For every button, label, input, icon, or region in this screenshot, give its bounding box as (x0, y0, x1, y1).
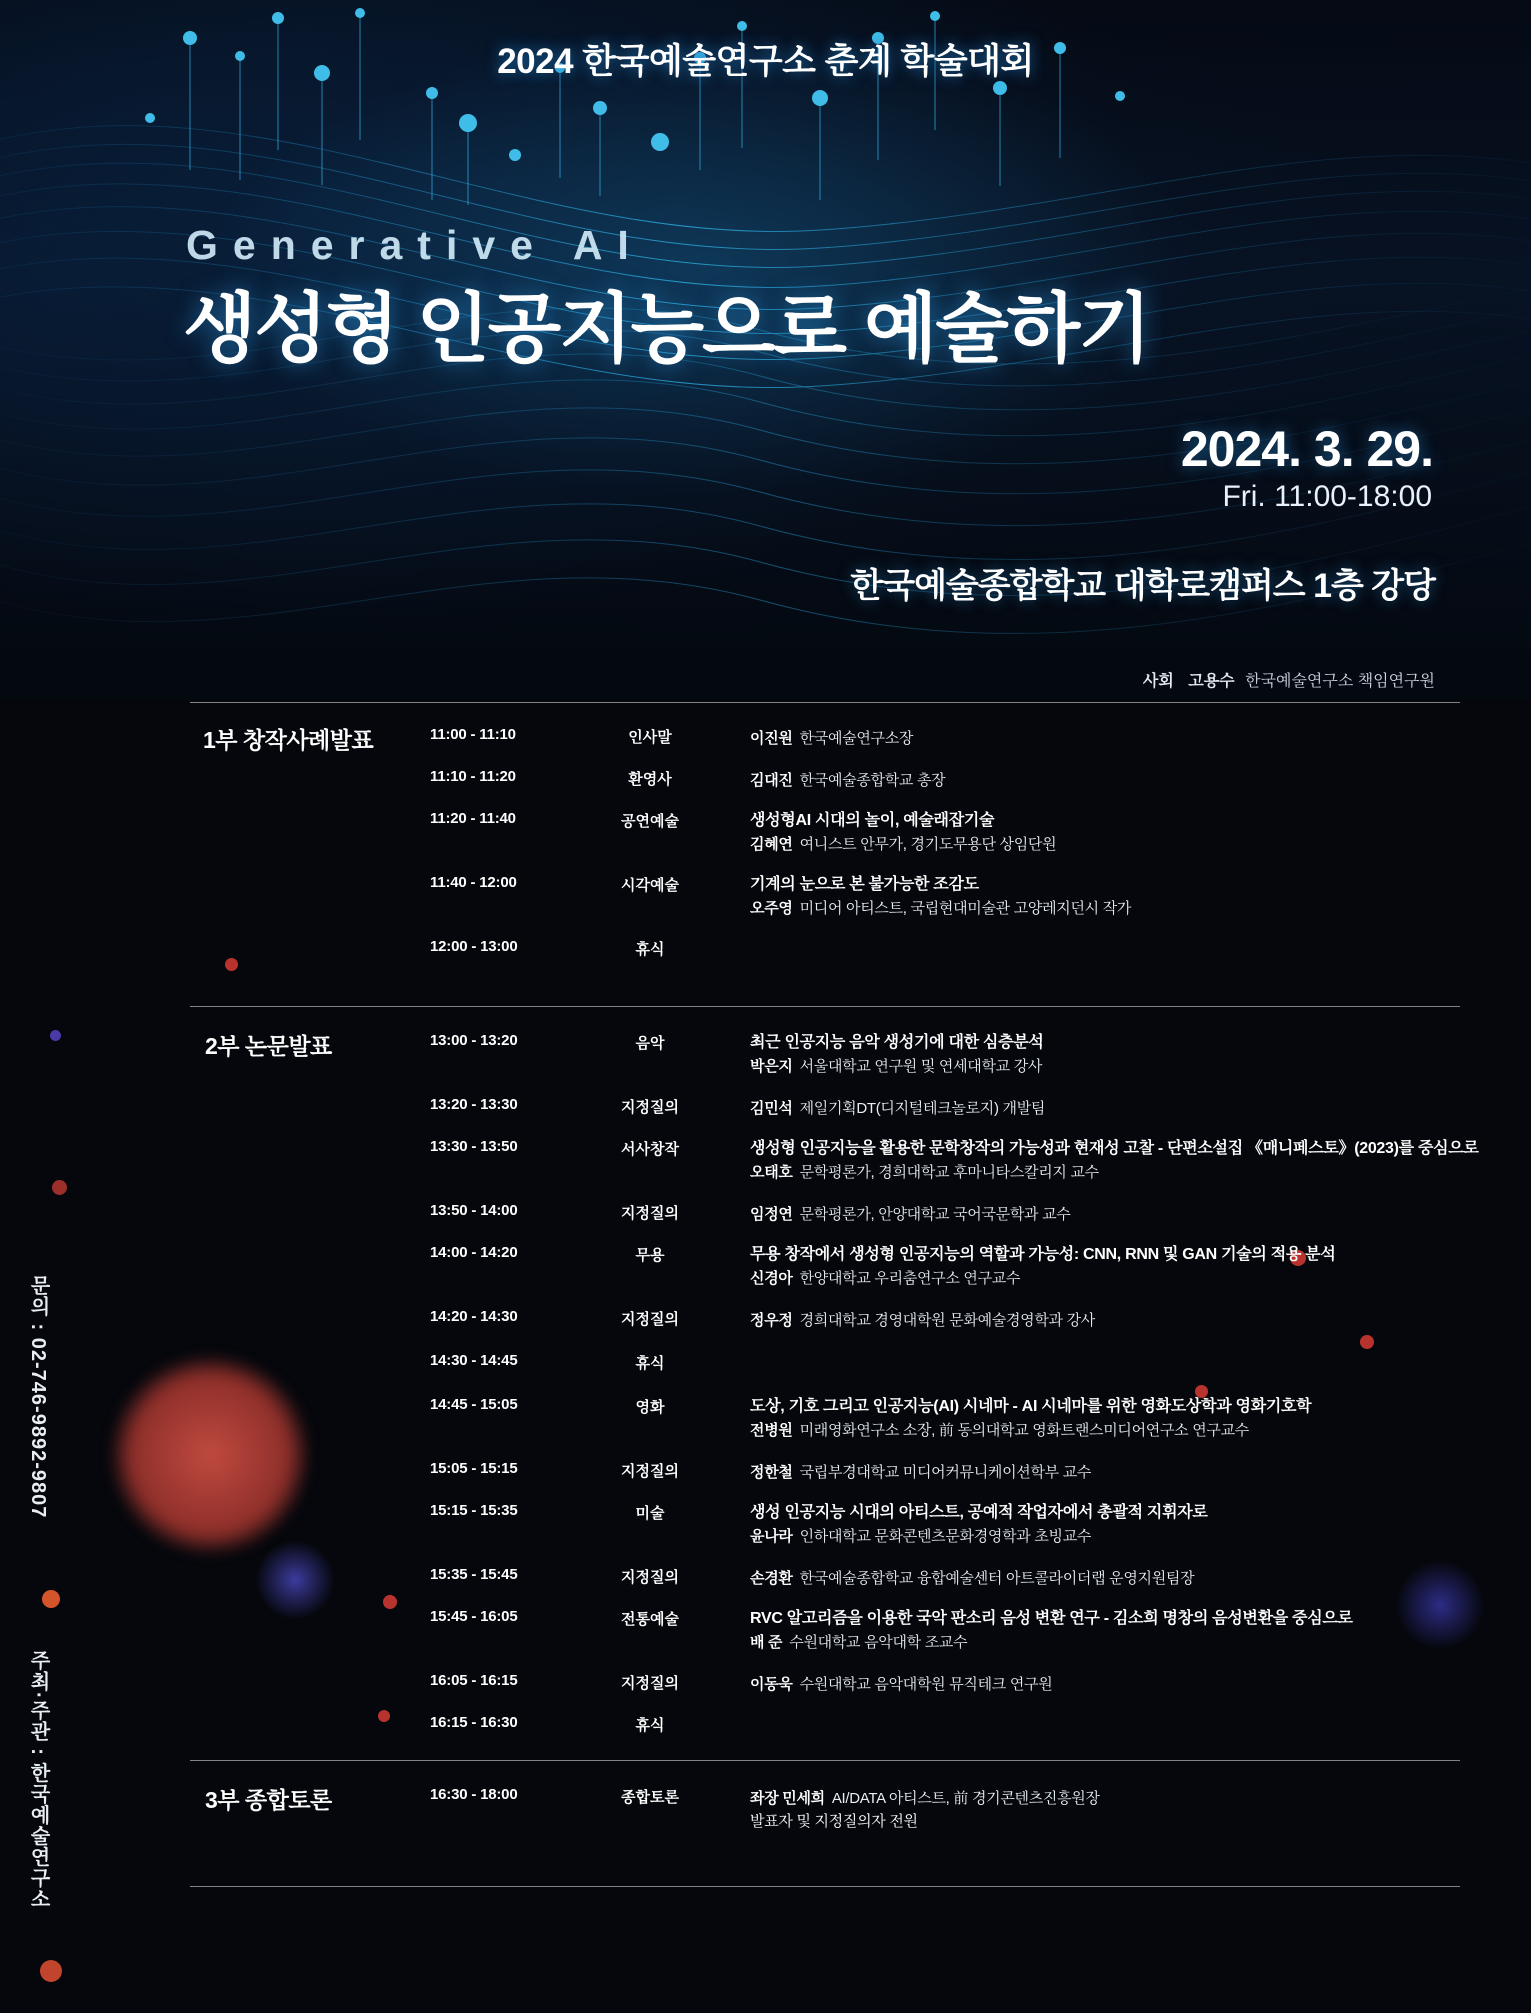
row-body (750, 1202, 1531, 1225)
section-divider (190, 1006, 1460, 1007)
row-speaker: 오태호 (750, 1163, 793, 1181)
row-category: 휴식 (635, 1355, 665, 1372)
host-label: 사회 (1142, 673, 1174, 690)
row-title: 최근 인공지능 음악 생성기에 대한 심층분석 (750, 1034, 1044, 1051)
row-category: 시각예술 (621, 877, 679, 894)
conference-title: 2024 한국예술연구소 춘계 학술대회 (497, 42, 1034, 81)
host-affiliation: 한국예술연구소 책임연구원 (1245, 673, 1435, 690)
row-affiliation: 한국예술종합학교 융합예술센터 아트콜라이더랩 운영지원팀장 (799, 1570, 1195, 1587)
row-category: 무용 (635, 1247, 665, 1264)
row-time: 15:45 - 16:05 (430, 1608, 518, 1625)
row-category: 공연예술 (621, 813, 679, 830)
row-title: RVC 알고리즘을 이용한 국악 판소리 음성 변환 연구 - 김소희 명창의 음성변환을 중심으로 (750, 1610, 1353, 1627)
row-body (750, 1460, 1531, 1483)
row-time: 12:00 - 13:00 (430, 938, 518, 955)
row-speaker: 박은지 (750, 1057, 793, 1075)
section-divider (190, 1760, 1460, 1761)
row-extra: 발표자 및 지정질의자 전원 (750, 1813, 918, 1830)
row-category: 휴식 (635, 1717, 665, 1734)
row-affiliation: 문학평론가, 안양대학교 국어국문학과 교수 (799, 1206, 1071, 1223)
row-body (750, 1396, 1531, 1441)
event-time: Fri. 11:00-18:00 (1222, 480, 1432, 513)
row-affiliation: 한양대학교 우리춤연구소 연구교수 (799, 1269, 1021, 1287)
row-title: 무용 창작에서 생성형 인공지능의 역할과 가능성: CNN, RNN 및 GAN 기술의 적용 분석 (750, 1246, 1336, 1263)
row-category: 전통예술 (621, 1611, 679, 1628)
row-category: 미술 (635, 1505, 665, 1522)
part-title-3: 3부 종합토론 (205, 1787, 332, 1813)
row-time: 11:20 - 11:40 (430, 810, 516, 827)
row-title: 기계의 눈으로 본 불가능한 조감도 (750, 876, 979, 893)
row-title: 생성 인공지능 시대의 아티스트, 공예적 작업자에서 총괄적 지휘자로 (750, 1504, 1208, 1521)
inquiry-text: 문의 : 02-746-9892-9807 (27, 1275, 49, 1519)
row-title: 생성형 인공지능을 활용한 문학창작의 가능성과 현재성 고찰 - 단편소설집 《매니페스토》(2023)를 중심으로 (750, 1140, 1479, 1157)
row-category: 지정질의 (621, 1675, 679, 1692)
row-time: 14:00 - 14:20 (430, 1244, 518, 1261)
row-category: 지정질의 (621, 1569, 679, 1586)
row-time: 11:10 - 11:20 (430, 768, 516, 785)
row-category: 인사말 (628, 729, 672, 746)
row-speaker: 좌장 민세희 (750, 1790, 825, 1807)
row-body (750, 1672, 1531, 1695)
event-date: 2024. 3. 29. (1180, 421, 1433, 477)
row-body (750, 1138, 1531, 1183)
row-affiliation: 미래영화연구소 소장, 前 동의대학교 영화트랜스미디어연구소 연구교수 (799, 1421, 1249, 1439)
row-body (750, 874, 1531, 919)
row-time: 13:00 - 13:20 (430, 1032, 518, 1049)
row-body (750, 768, 1531, 791)
row-affiliation: AI/DATA 아티스트, 前 경기콘텐츠진흥원장 (831, 1790, 1100, 1807)
row-category: 휴식 (635, 941, 665, 958)
row-time: 11:40 - 12:00 (430, 874, 517, 891)
row-time: 14:30 - 14:45 (430, 1352, 518, 1369)
row-speaker: 이동욱 (750, 1676, 793, 1693)
section-divider (190, 702, 1460, 703)
row-speaker: 임정연 (750, 1206, 793, 1223)
row-affiliation: 수원대학교 음악대학원 뮤직테크 연구원 (799, 1676, 1053, 1693)
row-speaker: 오주영 (750, 899, 793, 917)
hero-banner (0, 0, 1531, 700)
row-category: 서사창작 (621, 1141, 679, 1158)
row-category: 지정질의 (621, 1099, 679, 1116)
row-time: 14:45 - 15:05 (430, 1396, 518, 1413)
part-title-2: 2부 논문발표 (205, 1033, 332, 1059)
row-affiliation: 경희대학교 경영대학원 문화예술경영학과 강사 (799, 1312, 1095, 1329)
row-time: 13:20 - 13:30 (430, 1096, 518, 1113)
row-category: 지정질의 (621, 1463, 679, 1480)
row-affiliation: 제일기획DT(디지털테크놀로지) 개발팀 (799, 1100, 1046, 1117)
row-time: 16:30 - 18:00 (430, 1786, 518, 1803)
row-body (750, 1032, 1531, 1077)
generative-ai-label: Generative AI (186, 222, 644, 268)
row-affiliation: 서울대학교 연구원 및 연세대학교 강사 (799, 1057, 1043, 1075)
row-speaker: 신경아 (750, 1269, 793, 1287)
row-affiliation: 국립부경대학교 미디어커뮤니케이션학부 교수 (799, 1464, 1092, 1481)
row-category: 지정질의 (621, 1311, 679, 1328)
row-time: 13:50 - 14:00 (430, 1202, 518, 1219)
row-affiliation: 한국예술종합학교 총장 (799, 772, 946, 789)
row-affiliation: 수원대학교 음악대학 조교수 (789, 1633, 968, 1651)
row-time: 14:20 - 14:30 (430, 1308, 518, 1325)
row-time: 15:15 - 15:35 (430, 1502, 518, 1519)
row-speaker: 윤나라 (750, 1527, 793, 1545)
page-title: 생성형 인공지능으로 예술하기 (183, 287, 1150, 372)
row-category: 환영사 (628, 771, 672, 788)
row-speaker: 배 준 (750, 1633, 783, 1651)
row-body (750, 810, 1531, 855)
section-divider (190, 1886, 1460, 1887)
row-body (750, 1566, 1531, 1589)
row-speaker: 전병원 (750, 1421, 793, 1439)
host-line (1143, 668, 1435, 691)
row-affiliation: 여니스트 안무가, 경기도무용단 상임단원 (799, 835, 1057, 853)
row-category: 종합토론 (621, 1789, 679, 1806)
row-category: 영화 (635, 1399, 665, 1416)
program-schedule (0, 700, 1531, 2013)
row-body (750, 726, 1531, 749)
part-title-1: 1부 창작사례발표 (203, 727, 374, 753)
row-time: 16:05 - 16:15 (430, 1672, 518, 1689)
row-time: 16:15 - 16:30 (430, 1714, 518, 1731)
row-affiliation: 한국예술연구소장 (799, 730, 914, 747)
event-venue: 한국예술종합학교 대학로캠퍼스 1층 강당 (850, 567, 1435, 605)
organizer-text: 주최·주관 : 한국예술연구소 (27, 1650, 49, 1910)
row-speaker: 김대진 (750, 772, 793, 789)
row-speaker: 김혜연 (750, 835, 793, 853)
row-speaker: 정우정 (750, 1312, 793, 1329)
row-time: 13:30 - 13:50 (430, 1138, 518, 1155)
row-body (750, 1502, 1531, 1547)
row-affiliation: 인하대학교 문화콘텐츠문화경영학과 초빙교수 (799, 1527, 1092, 1545)
row-speaker: 손경환 (750, 1570, 793, 1587)
host-name: 고용수 (1188, 673, 1235, 690)
row-time: 15:35 - 15:45 (430, 1566, 518, 1583)
row-category: 지정질의 (621, 1205, 679, 1222)
row-speaker: 이진원 (750, 730, 793, 747)
row-speaker: 정한철 (750, 1464, 793, 1481)
row-affiliation: 문학평론가, 경희대학교 후마니타스칼리지 교수 (799, 1163, 1099, 1181)
row-affiliation: 미디어 아티스트, 국립현대미술관 고양레지던시 작가 (799, 899, 1132, 917)
row-title: 도상, 기호 그리고 인공지능(AI) 시네마 - AI 시네마를 위한 영화도상학과 영화기호학 (750, 1398, 1312, 1415)
row-title: 생성형AI 시대의 놀이, 예술래잡기술 (750, 812, 995, 829)
row-body (750, 1244, 1531, 1289)
row-body (750, 1096, 1531, 1119)
row-speaker: 김민석 (750, 1100, 793, 1117)
row-body (750, 1608, 1531, 1653)
row-category: 음악 (635, 1035, 665, 1052)
row-body (750, 1308, 1531, 1331)
row-time: 15:05 - 15:15 (430, 1460, 518, 1477)
row-time: 11:00 - 11:10 (430, 726, 516, 743)
row-body (750, 1786, 1531, 1832)
